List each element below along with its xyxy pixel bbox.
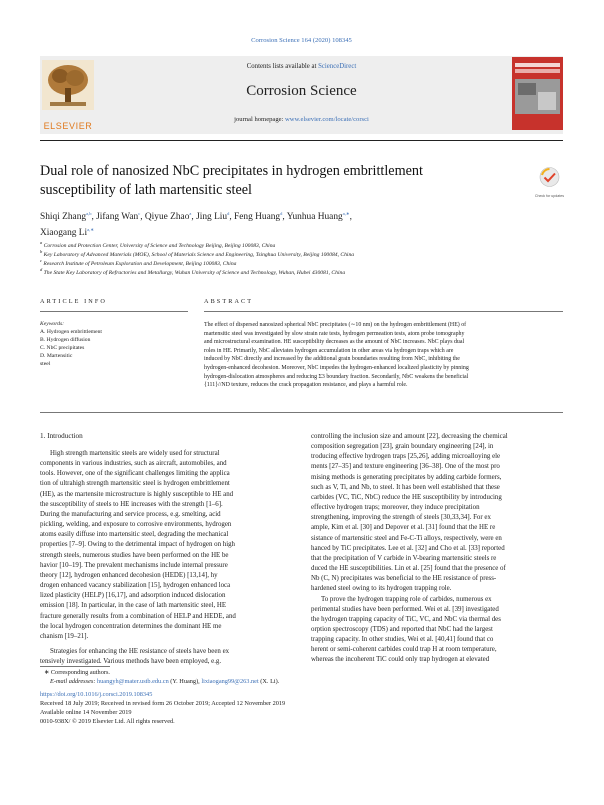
contents-prefix: Contents lists available at xyxy=(246,63,319,70)
abstract-line: {111}//ND texture, reduces the crack propagation resistance, and plays a harmful role. xyxy=(204,382,408,389)
cover-image-detail-2 xyxy=(538,92,556,110)
abstract-rule xyxy=(204,311,563,312)
keyword: C. NbC precipitates xyxy=(40,345,85,351)
affiliation: $^b$ Key Laboratory of Advanced Materials (MOE), School of Materials Science and Engineering, Tsinghua University, Beijing 100084, China xyxy=(40,249,355,258)
received-dates: Received 18 July 2019; Received in revised form 26 October 2019; Accepted 12 November 2019 xyxy=(40,700,286,707)
text-line: carbides (VC, TiC, NbC) reduce the HE susceptibility by introducing xyxy=(311,493,502,501)
available-online: Available online 14 November 2019 xyxy=(40,709,132,716)
text-line: During the manufacturing and service process, e.g. smelting, acid xyxy=(40,510,221,518)
author[interactable]: Jing Liu$^d$ xyxy=(196,211,230,223)
cover-image-detail xyxy=(518,83,536,95)
footnote-rule xyxy=(40,666,110,667)
article-info-heading: ARTICLE INFO xyxy=(40,298,107,305)
affiliation: $^d$ The State Key Laboratory of Refractories and Metallurgy, Wuhan University of Science and Technology, Wuhan, Hubei 430081, China xyxy=(40,267,346,276)
text-line: drogen enhanced vacancy stabilization [15], hydrogen enhanced loca xyxy=(40,582,231,590)
author[interactable]: Qiyue Zhao$^a$ xyxy=(144,211,192,223)
text-line: components in various industries, such as aircraft, automobiles, and xyxy=(40,460,227,468)
article-title-line-2: susceptibility of lath martensitic steel xyxy=(40,182,252,198)
corresponding-authors-note: ∗ Corresponding authors. xyxy=(44,669,110,676)
email-link[interactable]: huangyh@mater.ustb.edu.cn xyxy=(97,678,169,685)
text-line: perimental studies have been performed. Wei et al. [39] investigated xyxy=(311,605,499,613)
journal-cover xyxy=(512,57,563,130)
email-label: E-mail addresses: xyxy=(50,678,97,685)
abstract-bottom-rule xyxy=(40,412,563,413)
text-line: controlling the inclusion size and amount [22], decreasing the chemical xyxy=(311,433,508,440)
keyword: steel xyxy=(40,361,51,367)
text-line: tion of ultrahigh strength martensitic steel is hydrogen embrittlement xyxy=(40,480,230,488)
text-line: whereas the incoherent TiC could only trap hydrogen at elevated xyxy=(311,656,490,664)
text-line: mising methods is generating precipitates by adding carbide formers, xyxy=(311,473,502,481)
article-info-rule xyxy=(40,311,188,312)
text-line: theory [12], hydrogen enhanced decohesion (HEDE) [13,14], hy xyxy=(40,571,218,579)
sciencedirect-link[interactable]: ScienceDirect xyxy=(318,63,357,70)
text-line: troducing effective hydrogen traps [25,26], adding microalloying ele xyxy=(311,453,501,461)
email-addresses: E-mail addresses: huangyh@mater.ustb.edu.cn (Y. Huang), lixiaogang99@263.net (X. Li). xyxy=(50,678,280,685)
text-line: chanism [19–21]. xyxy=(40,632,89,640)
contents-line xyxy=(40,63,563,70)
abstract-line: induced by NbC directly and increased by the additional grain boundaries resulting from NbC, inhibiting the xyxy=(204,356,460,363)
text-line: strengthening, improving the strength of steels [30,33,34]. For ex xyxy=(311,514,491,522)
text-line: tensively investigated. Various methods have been employed, e.g. xyxy=(40,658,222,666)
text-line: High strength martensitic steels are widely used for structural xyxy=(50,450,220,457)
keywords-label: Keywords: xyxy=(40,321,65,327)
text-line: fracture generally results from a combination of HELP and HEDE, and xyxy=(40,612,236,620)
text-line: ample, Kim et al. [30] and Depover et al. [31] found that the HE re xyxy=(311,524,496,532)
text-line: (HE), as the martensite microstructure is highly susceptible to HE and xyxy=(40,490,234,498)
publisher-name: ELSEVIER xyxy=(43,121,93,131)
text-line: hanced by TiC precipitates. Lee et al. [32] and Cho et al. [33] reported xyxy=(311,544,505,552)
text-line: properties [7–9]. Owing to the detrimental impact of hydrogen on high xyxy=(40,541,235,549)
text-line: lized plasticity (HELP) [16,17], and adsorption induced dislocation xyxy=(40,592,226,600)
copyright: 0010-938X/ © 2019 Elsevier Ltd. All rights reserved. xyxy=(40,718,175,725)
text-line: To prove the hydrogen trapping role of carbides, numerous ex xyxy=(321,595,492,603)
text-line: ments [27–35] and texture engineering [36–38]. One of the most pro xyxy=(311,463,500,471)
abstract-line: martensitic steel was investigated by slow strain rate tests, hydrogen permeation tests, atom probe tomography xyxy=(204,330,465,337)
abstract-line: and microstructural examination. HE susceptibility decreases as the amount of NbC increases. NbC plays dual xyxy=(204,339,465,346)
text-line: that the precipitation of V carbide in V-bearing martensitic steels re xyxy=(311,554,497,562)
text-line: effective hydrogen traps; moreover, they induce precipitation xyxy=(311,504,480,512)
text-line: hardened steel owing to its hydrogen trapping role. xyxy=(311,585,452,593)
text-line: the susceptibility of steels to HE increases with the strength [1–6]. xyxy=(40,500,223,508)
article-title-line-1: Dual role of nanosized NbC precipitates in hydrogen embrittlement xyxy=(40,163,423,179)
affiliation: $^c$ Research Institute of Petroleum Exploration and Development, Beijing 100083, China xyxy=(40,258,237,267)
text-line: the local hydrogen concentration determines the dominant HE me xyxy=(40,622,222,630)
abstract-line: hydrogen-dislocation atmospheres and reducing Σ3 boundary fraction. Secondarily, NbC weakens the beneficial xyxy=(204,373,469,380)
author[interactable]: Shiqi Zhang$^{a,b}$ xyxy=(40,211,92,223)
affiliation: $^a$ Corrosion and Protection Center, University of Science and Technology Beijing, Beijing 100083, China xyxy=(40,240,276,249)
text-line: duced the HE susceptibilities. Lin et al. [25] found that the presence of xyxy=(311,565,506,573)
abstract-text xyxy=(204,321,563,390)
header-rule xyxy=(40,140,563,141)
abstract-heading: ABSTRACT xyxy=(204,298,254,305)
text-line: atoms easily diffuse into martensitic steel, degrading the mechanical xyxy=(40,531,229,539)
check-for-updates-icon[interactable] xyxy=(536,166,563,195)
text-line: trapping capacity. In other studies, Wei et al. [40,41] found that co xyxy=(311,636,494,644)
keyword: A. Hydrogen embrittlement xyxy=(40,329,102,335)
author[interactable]: Yunhua Huang$^{a,∗}$ xyxy=(286,211,350,223)
cover-title: CORROSION SCIENCE xyxy=(517,60,558,64)
author[interactable]: Feng Huang$^d$ xyxy=(234,211,283,223)
section-heading-introduction: 1. Introduction xyxy=(40,432,83,440)
email-link[interactable]: lixiaogang99@263.net xyxy=(201,678,259,685)
author[interactable]: Xiaogang $Li^{a,∗}$ xyxy=(40,226,95,239)
author-list: Shiqi Zhang$^{a,b}$, Jifang Wan$^c$, Qiyue Zhao$^a$, Jing Liu$^d$, Feng Huang$^d$, Yunhua Huang$^{a,∗}$, Xiaogang $Li^{a,∗}$ xyxy=(40,211,352,239)
intro-column-1 xyxy=(40,449,296,667)
text-line: pickling, welding, and exposure to corrosive environments, hydrogen xyxy=(40,521,232,529)
journal-homepage xyxy=(40,116,563,123)
journal-title: Corrosion Science xyxy=(246,83,357,99)
text-line: such as V, Ti, and Nb, to steel. It has been well established that these xyxy=(311,483,500,491)
check-for-updates-label[interactable]: Check for updates xyxy=(534,194,565,198)
journal-citation[interactable]: Corrosion Science 164 (2020) 108345 xyxy=(251,37,352,44)
homepage-prefix: journal homepage: xyxy=(234,116,286,123)
cover-subtitle-band xyxy=(515,69,560,73)
author[interactable]: Jifang Wan$^c$ xyxy=(96,211,141,223)
abstract-line: roles in HE. Primarily, NbC alleviates hydrogen accumulation in other areas via hydrogen traps which are xyxy=(204,347,454,354)
text-line: havior [10–19]. The prevalent mechanisms include internal pressure xyxy=(40,561,228,569)
text-line: herent or semi-coherent carbides could trap H at room temperature, xyxy=(311,646,497,654)
intro-column-2 xyxy=(311,432,563,666)
keyword: D. Martensitic xyxy=(40,353,73,359)
text-line: Nb (C, N) precipitates was beneficial to the HE resistance of press- xyxy=(311,575,497,583)
article-title xyxy=(40,162,480,200)
text-line: emission [18]. In particular, in the case of lath martensitic steel, HE xyxy=(40,602,227,610)
text-line: sistance of martensitic steel and Fe-C-Ti alloys, respectively, were en xyxy=(311,534,502,542)
text-line: tools. However, one of the significant challenges limiting the applica xyxy=(40,470,230,478)
text-line: strength steels, numerous studies have been performed on the HE be xyxy=(40,551,229,559)
text-line: orption spectroscopy (TDS) and reported that NbC had the largest xyxy=(311,625,493,633)
text-line: composition segregation [23], grain boundary engineering [24], in xyxy=(311,443,494,451)
abstract-line: hydrogen-enhanced decohesion. Moreover, NbC impedes the hydrogen-enhanced localized plasticity by pinning xyxy=(204,364,469,371)
text-line: Strategies for enhancing the HE resistance of steels have been ex xyxy=(50,647,230,655)
doi-link[interactable]: https://doi.org/10.1016/j.corsci.2019.108345 xyxy=(40,691,153,698)
homepage-link[interactable]: www.elsevier.com/locate/corsci xyxy=(285,116,369,123)
text-line: the hydrogen trapping capacity of TiC, VC, and NbC via thermal des xyxy=(311,615,501,623)
keyword: B. Hydrogen diffusion xyxy=(40,337,91,343)
abstract-line: The effect of dispersed nanosized spherical NbC precipitates (∼10 nm) on the hydrogen embrittlement (HE) of xyxy=(204,322,467,328)
